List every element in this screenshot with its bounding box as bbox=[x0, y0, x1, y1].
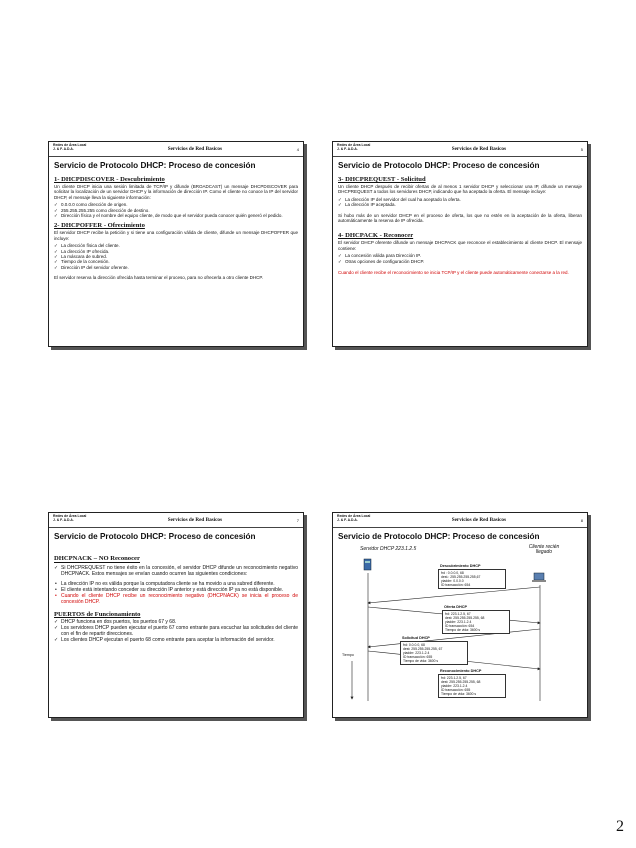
paragraph: Un cliente DHCP inicia una sesión limitada de TCP/IP y difunde (BROADCAST) un mensaje DHCPDISCOVER para solicitar la localización de un servidor DHCP y la información de dirección IP. Como el cliente no conoce la IP del servidor DHCP, el mensaje lleva la siguiente información: bbox=[54, 184, 298, 200]
slide-header bbox=[333, 142, 587, 157]
check-list bbox=[54, 202, 298, 218]
packet-line: frd: 223.1.2.5, 67 bbox=[445, 612, 471, 616]
packet-offer-title: Oferta DHCP bbox=[444, 605, 467, 609]
packet-request-box bbox=[400, 641, 468, 665]
list-item: ✓ La dirección IP ofrecida. bbox=[54, 249, 298, 254]
packet-line: yiaddrr: 223.1.2.4 bbox=[445, 620, 472, 625]
paragraph: Si hubo más de un servidor DHCP en el proceso de oferta, los que no estén en la aceptación de la oferta, liberan automáticamente la reserva de IP ofrecida. bbox=[338, 212, 582, 224]
packet-line: yiaddrr: 0.0.0.0 bbox=[441, 579, 464, 584]
paragraph-highlight: Cuando el cliente recibe el reconocimiento se inicia TCP/IP y el cliente puede automáticamente conectarse a la red. bbox=[338, 270, 569, 276]
check-list bbox=[54, 619, 298, 643]
list-item-highlight: • Cuando el cliente DHCP recibe un reconocimiento negativo (DHCPNACK) se inicia el proceso de concesión DHCP. bbox=[54, 593, 298, 605]
author2-label: J. & F. A.D.A. bbox=[53, 517, 74, 522]
dhcp-sequence-diagram bbox=[338, 543, 582, 703]
paragraph: El servidor reserva la dirección ofrecida hasta terminar el proceso, para no ofrecerla a otro cliente DHCP. bbox=[54, 275, 264, 281]
course-title: Servicios de Red Basicos bbox=[451, 146, 507, 152]
client-keyboard bbox=[532, 580, 546, 582]
bullet-list bbox=[54, 581, 298, 605]
packet-line: Tiempo de vida: 3600 s bbox=[441, 692, 477, 697]
packet-line: frd: 0.0.0.0, 68 bbox=[403, 643, 425, 647]
client-icon bbox=[534, 573, 544, 580]
list-item: ✓ Otras opciones de configuración DHCP. bbox=[338, 259, 582, 264]
list-item: ✓ Dirección física y el nombre del equipo cliente, de modo que el servidor pueda conocer quién generó el pedido. bbox=[54, 213, 298, 218]
author2-label: J. & F. A.D.A. bbox=[337, 517, 358, 522]
list-item: ✓ Si DHCPREQUEST no tiene éxito en la concesión, el servidor DHCP difunde un reconocimiento negativo DHCPNACK. Estos mensajes se envían cuando ocurren las siguientes condiciones: bbox=[54, 565, 298, 577]
slide-number: 7 bbox=[296, 518, 299, 523]
packet-title: Descubrimiento DHCP bbox=[440, 564, 481, 568]
check-list bbox=[338, 253, 582, 264]
list-item: • La dirección IP no es válida porque la computadora cliente se ha movido a una subred diferente. bbox=[54, 581, 298, 587]
slide-title: Servicio de Protocolo DHCP: Proceso de concesión bbox=[54, 161, 256, 170]
packet-line: dest: 255.255.255.255, 68 bbox=[441, 680, 481, 685]
server-slot bbox=[365, 561, 370, 563]
slide-4 bbox=[48, 141, 304, 347]
slide-header bbox=[49, 513, 303, 528]
packet-line: Tiempo de vida: 3600 s bbox=[403, 659, 439, 664]
course-title: Servicios de Red Basicos bbox=[167, 146, 223, 152]
check-list bbox=[54, 243, 298, 270]
paragraph: Un cliente DHCP después de recibir ofertas de al menos 1 servidor DHCP y seleccionar una IP, difunde un mensaje DHCPREQUEST a todos los servidores DHCP, indicando que ha aceptado la oferta. El mensaje incluye: bbox=[338, 184, 582, 195]
paragraph: El servidor DHCP recibe la petición y si tiene una configuración válida de cliente, difunde un mensaje DHCPOFFER que incluye: bbox=[54, 230, 298, 241]
section-title: 1- DHCPDISCOVER - Descubrimiento bbox=[54, 176, 165, 183]
list-item: ✓ Los clientes DHCP ejecutan el puerto 68 como entrante para aceptar la información del servidor. bbox=[54, 637, 298, 643]
packet-line: dest: 255.255.255.255, 67 bbox=[403, 647, 443, 652]
list-item: • El cliente está intentando conceder su dirección IP anterior y está dirección IP ya no está disponible. bbox=[54, 587, 298, 593]
slide-number: 4 bbox=[296, 147, 299, 152]
author2-label: J. & F. A.D.A. bbox=[53, 146, 74, 151]
section-title: DHCPNACK – NO Reconocer bbox=[54, 555, 140, 562]
author2-label: J. & F. A.D.A. bbox=[337, 146, 358, 151]
list-item: ✓ La concesión válida para Dirección IP. bbox=[338, 253, 582, 258]
check-list bbox=[54, 565, 298, 577]
list-item: ✓ DHCP funciona en dos puertos, los puertos 67 y 68. bbox=[54, 619, 298, 625]
course-title: Servicios de Red Basicos bbox=[167, 517, 223, 523]
slide-5 bbox=[332, 141, 588, 347]
course-title: Servicios de Red Basicos bbox=[451, 517, 507, 523]
slide-number: 8 bbox=[580, 518, 583, 523]
server-label: Servidor DHCP 223.1.2.5 bbox=[360, 546, 417, 552]
list-item: ✓ Tiempo de la concesión. bbox=[54, 259, 298, 264]
packet-line: dest.: 255.255.255.255,67 bbox=[441, 575, 481, 580]
packet-line: yiaddrr: 223.1.2.4 bbox=[441, 684, 468, 689]
packet-request-title: Solicitud DHCP bbox=[402, 636, 430, 640]
packet-ack-box bbox=[438, 674, 506, 698]
author-label: Redes de Área Local bbox=[337, 514, 371, 518]
slide-title: Servicio de Protocolo DHCP: Proceso de concesión bbox=[338, 161, 540, 170]
packet-line: dest: 255.255.255.255, 68 bbox=[445, 616, 485, 621]
packet-line: frd: 223.1.2.5, 67 bbox=[441, 676, 467, 680]
server-icon bbox=[364, 559, 371, 570]
paragraph: El servidor DHCP oferente difunde un mensaje DHCPACK que reconoce el establecimiento al cliente DHCP. El mensaje contiene: bbox=[338, 240, 582, 251]
list-item: ✓ 0.0.0.0 como dirección de origen. bbox=[54, 202, 298, 207]
list-item: ✓ La máscara de subred. bbox=[54, 254, 298, 259]
author-label: Redes de Área Local bbox=[337, 143, 371, 147]
packet-ack-title: Reconocimiento DHCP bbox=[440, 669, 482, 673]
client-label: Cliente recién llegado bbox=[528, 544, 560, 555]
arrow-discover bbox=[368, 587, 540, 603]
packet-line: yiaddrr: 223.1.2.4 bbox=[403, 651, 430, 656]
slide-header bbox=[49, 142, 303, 157]
packet-line: ID transacción: 655 bbox=[403, 655, 433, 660]
packet-offer-box bbox=[442, 610, 510, 634]
packet-line: frd : 0.0.0.0, 68 bbox=[441, 571, 464, 575]
slide-title: Servicio de Protocolo DHCP: Proceso de concesión bbox=[54, 532, 256, 541]
section-title: 3- DHCPREQUEST - Solicitud bbox=[338, 176, 426, 183]
list-item: ✓ La dirección física del cliente. bbox=[54, 243, 298, 248]
slide-7 bbox=[48, 512, 304, 718]
packet-line: ID transacción: 654 bbox=[445, 624, 475, 629]
packet-line: ID transacción: 655 bbox=[441, 688, 471, 693]
list-item: ✓ La dirección IP aceptada. bbox=[338, 202, 582, 207]
packet-line: Tiempo de vida: 3600 s bbox=[445, 628, 481, 633]
list-item: ✓ 255.255.255.255 como dirección de destino. bbox=[54, 208, 298, 213]
section-title: 2- DHCPOFFER - Ofrecimiento bbox=[54, 222, 145, 230]
packet-line: ID transacción: 654 bbox=[441, 583, 471, 588]
author-label: Redes de Área Local bbox=[53, 143, 87, 147]
author-label: Redes de Área Local bbox=[53, 514, 87, 518]
page-number: 2 bbox=[616, 818, 624, 835]
slide-title: Servicio de Protocolo DHCP: Proceso de concesión bbox=[338, 532, 540, 541]
section-title: PUERTOS de Funcionamiento bbox=[54, 611, 141, 618]
packet-discover-box bbox=[438, 569, 506, 589]
slide-number: 5 bbox=[580, 147, 583, 152]
list-item: ✓ Los servidores DHCP pueden ejecutar el puerto 67 como entrante para escuchar las solicitudes del cliente con el fin de repartir direcciones. bbox=[54, 625, 298, 637]
list-item: ✓ Dirección IP del servidor oferente. bbox=[54, 265, 298, 270]
section-title: 4- DHCPACK - Reconocer bbox=[338, 232, 414, 240]
slide-header bbox=[333, 513, 587, 528]
list-item: ✓ La dirección IP del servidor del cual ha aceptado la oferta. bbox=[338, 197, 582, 202]
time-label: Tiempo bbox=[342, 653, 354, 657]
slide-8 bbox=[332, 512, 588, 718]
check-list bbox=[338, 197, 582, 208]
